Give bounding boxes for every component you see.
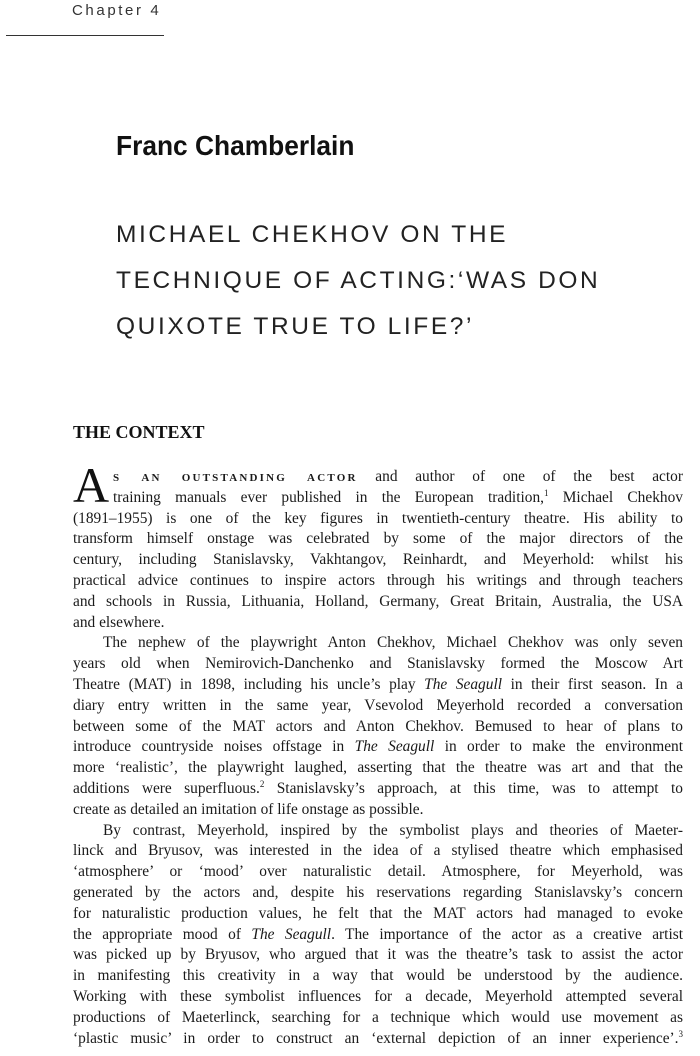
text-line: generated by the actors and, despite his reservations regarding Stanislavsky’s concern	[73, 883, 683, 901]
text-line	[73, 467, 683, 488]
text-line: diary entry written in the same year, Vsevolod Meyerhold recorded a conversation	[73, 696, 683, 714]
text-line: century, including Stanislavsky, Vakhtangov, Reinhardt, and Meyerhold: whilst his	[73, 551, 683, 569]
work-title: The Seagull	[354, 738, 435, 756]
text-span: training manuals ever published in the European tradition,	[113, 488, 544, 506]
text-line: transform himself onstage was celebrated by some of the major directors of the	[73, 530, 683, 548]
text-line: Working with these symbolist influences for a decade, Meyerhold attempted several	[73, 987, 683, 1005]
text-line: in manifesting this creativity in a way that would be understood by the audience.	[73, 967, 683, 985]
body-text	[73, 467, 683, 1049]
footnote-ref-2: 2	[259, 778, 265, 789]
work-title: The Seagull	[251, 925, 332, 943]
text-span: ‘plastic music’ in order to construct an ‘external depiction of an inner experience’.	[73, 1029, 679, 1047]
text-span: Michael Chekhov	[548, 488, 683, 506]
text-line: create as detailed an imitation of life onstage as possible.	[73, 800, 424, 818]
text-line: linck and Bryusov, was interested in the idea of a stylised theatre which emphasised	[73, 842, 683, 860]
text-line: ‘atmosphere’ or ‘mood’ over naturalistic detail. Atmosphere, for Meyerhold, was	[73, 863, 683, 881]
author-name: Franc Chamberlain	[116, 130, 355, 161]
text-line: productions of Maeterlinck, searching for a technique which would use movement as	[73, 1008, 683, 1026]
text-span: and author of one of the best actor	[357, 468, 683, 485]
text-line	[73, 737, 683, 758]
text-line: and schools in Russia, Lithuania, Holland, Germany, Great Britain, Australia, the USA	[73, 592, 683, 610]
text-line: The nephew of the playwright Anton Chekhov, Michael Chekhov was only seven	[103, 634, 683, 652]
text-line	[73, 1029, 683, 1050]
text-span: Stanislavsky’s approach, at this time, was to attempt to	[264, 779, 683, 797]
text-span: additions were superfluous.	[73, 779, 260, 797]
title-line-2: TECHNIQUE OF ACTING:‘WAS DON	[116, 267, 601, 294]
opening-smallcaps: s an outstanding actor	[113, 468, 358, 485]
title-line-1: MICHAEL CHEKHOV ON THE	[116, 221, 509, 248]
text-line: practical advice continues to inspire actors through his writings and through teachers	[73, 571, 683, 589]
text-line	[73, 779, 683, 800]
text-line	[73, 488, 683, 509]
text-span: . The importance of the actor as a creative artist	[331, 925, 683, 943]
text-line: and elsewhere.	[73, 613, 165, 631]
text-line: By contrast, Meyerhold, inspired by the symbolist plays and theories of Maeter-	[103, 821, 683, 839]
text-span: the appropriate mood of	[73, 925, 252, 943]
text-span: Theatre (MAT) in 1898, including his uncle’s play	[73, 675, 425, 693]
text-span: in their first season. In a	[502, 675, 683, 693]
text-span: introduce countryside noises offstage in	[73, 738, 355, 756]
section-heading: THE CONTEXT	[73, 422, 205, 442]
title-line-3: QUIXOTE TRUE TO LIFE?’	[116, 313, 475, 340]
chapter-title	[116, 212, 676, 350]
text-line: more ‘realistic’, the playwright laughed, asserting that the theatre was art and that the	[73, 759, 683, 777]
chapter-rule	[6, 35, 164, 36]
text-line: for naturalistic production values, he felt that the MAT actors had managed to evoke	[73, 904, 683, 922]
chapter-label: Chapter 4	[72, 2, 162, 19]
work-title: The Seagull	[424, 675, 503, 693]
text-line	[73, 675, 683, 696]
footnote-ref-3: 3	[678, 1028, 683, 1039]
text-line: years old when Nemirovich-Danchenko and Stanislavsky formed the Moscow Art	[73, 655, 683, 673]
text-line: was picked up by Bryusov, who argued that it was the theatre’s task to assist the actor	[73, 946, 683, 964]
footnote-ref-1: 1	[543, 487, 549, 498]
text-line: between some of the MAT actors and Anton Chekhov. Bemused to hear of plans to	[73, 717, 683, 735]
text-line: (1891–1955) is one of the key figures in twentieth-century theatre. His ability to	[73, 509, 683, 527]
drop-cap: A	[73, 457, 110, 513]
text-span: in order to make the environment	[434, 738, 683, 756]
text-line	[73, 925, 683, 946]
